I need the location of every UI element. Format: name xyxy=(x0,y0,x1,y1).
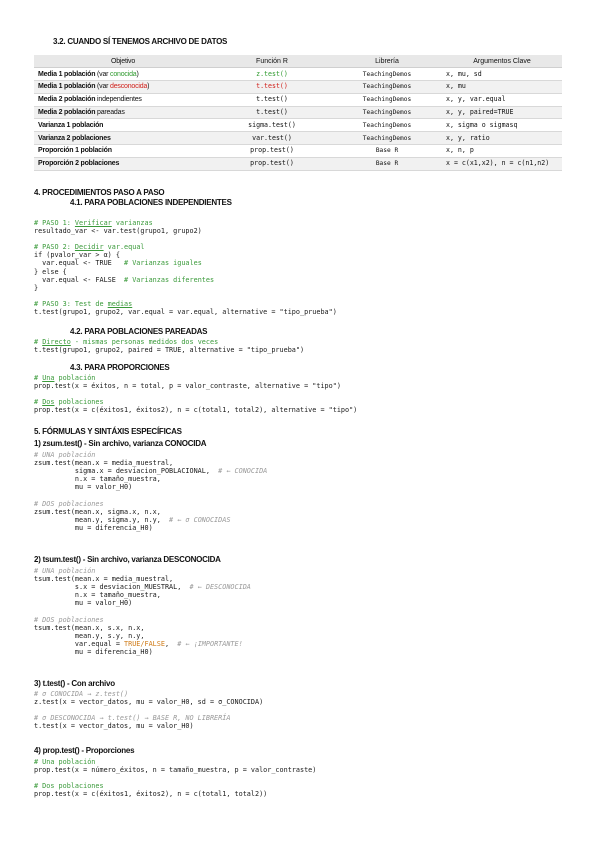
cell-objetivo xyxy=(34,157,212,170)
comment-paso1 xyxy=(34,219,153,227)
code-line: tsum.test(mean.x, s.x, n.x, xyxy=(34,623,145,632)
comment-una xyxy=(34,374,95,382)
code-block-independientes xyxy=(34,219,337,316)
objetivo-bold: Media 1 población xyxy=(38,83,96,91)
objetivo-bold: Varianza 2 poblaciones xyxy=(38,134,111,142)
table-row xyxy=(34,145,562,158)
code-block-ttest xyxy=(34,690,263,730)
code-line: mean.y, s.y, n.y, xyxy=(34,631,145,640)
objetivo-bold: Proporción 1 población xyxy=(38,147,112,155)
code-line: prop.test(x = c(éxitos1, éxitos2), n = c(total1, total2), alternative = "tipo") xyxy=(34,406,358,415)
code-block-proptest xyxy=(34,758,316,798)
code-line: prop.test(x = número_éxitos, n = tamaño_muestra, p = valor_contraste) xyxy=(34,766,317,775)
section-4-3-title: 4.3. PARA PROPORCIONES xyxy=(70,363,170,372)
cell-funcion: t.test() xyxy=(212,106,332,119)
code-line: var.equal <- FALSE xyxy=(34,275,125,284)
code-block-tsum xyxy=(34,567,251,656)
code-line: z.test(x = vector_datos, mu = valor_H0, sd = σ_CONOCIDA) xyxy=(34,698,264,707)
code-line: n.x = tamaño_muestra, xyxy=(34,475,161,484)
cell-argumentos: x, n, p xyxy=(442,145,562,158)
comment-text: var.equal xyxy=(103,243,145,252)
comment-underlined: Decidir xyxy=(74,243,104,252)
cell-libreria: TeachingDemos xyxy=(332,81,442,94)
cell-argumentos: x, y, paired=TRUE xyxy=(442,106,562,119)
objetivo-bold: Varianza 1 población xyxy=(38,121,104,129)
cell-funcion: var.test() xyxy=(212,132,332,145)
code-line: n.x = tamaño_muestra, xyxy=(34,591,161,600)
inline-comment: # ← DESCONOCIDA xyxy=(189,583,251,592)
table-row xyxy=(34,157,562,170)
cell-funcion: t.test() xyxy=(212,93,332,106)
cell-libreria: TeachingDemos xyxy=(332,93,442,106)
highlighted-value: TRUE/FALSE xyxy=(124,639,165,648)
header-argumentos: Argumentos Clave xyxy=(442,55,562,68)
comment-dos-poblaciones: # DOS poblaciones xyxy=(34,499,104,508)
cell-funcion: sigma.test() xyxy=(212,119,332,132)
cell-libreria: TeachingDemos xyxy=(332,119,442,132)
cell-argumentos: x, mu xyxy=(442,81,562,94)
objetivo-bold: Proporción 2 poblaciones xyxy=(38,160,120,168)
comment-desconocida: # σ DESCONOCIDA → t.test() → BASE R, NO LIBRERÍA xyxy=(34,714,231,723)
code-line: t.test(grupo1, grupo2, paired = TRUE, alternative = "tipo_prueba") xyxy=(34,346,305,355)
code-line: mu = valor_H0) xyxy=(34,599,133,608)
section-4-title: 4. PROCEDIMIENTOS PASO A PASO xyxy=(34,188,165,197)
comment-text: población xyxy=(54,374,96,382)
table-row xyxy=(34,106,562,119)
cell-objetivo xyxy=(34,145,212,158)
objetivo-detail: independientes xyxy=(95,96,142,104)
formula-3-title: 3) t.test() - Con archivo xyxy=(34,679,115,688)
cell-argumentos: x, mu, sd xyxy=(442,68,562,81)
header-libreria: Librería xyxy=(332,55,442,68)
code-line: } xyxy=(34,283,39,292)
cell-argumentos: x, sigma o sigmasq xyxy=(442,119,562,132)
objetivo-bold: Media 2 población xyxy=(38,109,96,117)
comment-paso2 xyxy=(34,243,145,251)
comment-text: # xyxy=(34,374,43,382)
cell-libreria: TeachingDemos xyxy=(332,132,442,145)
cell-funcion: t.test() xyxy=(212,81,332,94)
cell-argumentos: x = c(x1,x2), n = c(n1,n2) xyxy=(442,157,562,170)
table-header-row xyxy=(34,55,562,68)
code-line: mu = diferencia_H0) xyxy=(34,647,153,656)
cell-objetivo xyxy=(34,106,212,119)
arguments-table xyxy=(34,55,562,171)
code-block-zsum xyxy=(34,451,267,532)
comment-underlined: Directo xyxy=(42,338,71,346)
section-3-2-title: 3.2. CUANDO SÍ TENEMOS ARCHIVO DE DATOS xyxy=(53,37,228,46)
cell-objetivo xyxy=(34,132,212,145)
comment-conocida: # σ CONOCIDA → z.test() xyxy=(34,690,129,698)
objetivo-highlight: conocida xyxy=(110,70,137,78)
code-line: var.equal = xyxy=(34,639,125,648)
header-funcion: Función R xyxy=(212,55,332,68)
code-line: if (pvalor_var > α) { xyxy=(34,251,120,260)
inline-comment: # ← σ CONOCIDAS xyxy=(169,515,231,524)
cell-funcion: prop.test() xyxy=(212,157,332,170)
comment-una-poblacion: # Una población xyxy=(34,758,96,766)
objetivo-bold: Media 2 población xyxy=(38,96,96,104)
cell-libreria: Base R xyxy=(332,145,442,158)
inline-comment: # Varianzas iguales xyxy=(124,259,202,268)
objetivo-detail: (var xyxy=(95,83,111,91)
code-line: mu = diferencia_H0) xyxy=(34,523,153,532)
comment-underlined: Dos xyxy=(42,398,55,407)
code-punct: , xyxy=(164,639,178,648)
code-block-pareadas xyxy=(34,338,304,354)
section-4-2-title: 4.2. PARA POBLACIONES PAREADAS xyxy=(70,327,208,336)
cell-objetivo xyxy=(34,81,212,94)
objetivo-detail: (var xyxy=(95,70,111,78)
table-row xyxy=(34,81,562,94)
objetivo-bold: Media 1 población xyxy=(38,70,96,78)
comment-dos-poblaciones: # DOS poblaciones xyxy=(34,615,104,624)
comment-text: # PASO 2: xyxy=(34,243,75,252)
section-4-1-title: 4.1. PARA POBLACIONES INDEPENDIENTES xyxy=(70,198,232,207)
code-line: t.test(x = vector_datos, mu = valor_H0) xyxy=(34,722,194,731)
inline-comment: # Varianzas diferentes xyxy=(124,275,215,284)
formula-2-title: 2) tsum.test() - Sin archivo, varianza DESCONOCIDA xyxy=(34,555,221,564)
code-block-proporciones xyxy=(34,374,357,414)
section-5-title: 5. FÓRMULAS Y SINTÁXIS ESPECÍFICAS xyxy=(34,427,182,436)
cell-objetivo xyxy=(34,93,212,106)
comment-underlined: Verificar xyxy=(74,219,112,227)
cell-funcion: prop.test() xyxy=(212,145,332,158)
comment-text: # PASO 1: xyxy=(34,219,75,227)
code-line: var.equal <- TRUE xyxy=(34,259,125,268)
cell-objetivo xyxy=(34,119,212,132)
comment-una-poblacion: # UNA población xyxy=(34,451,96,459)
code-line: sigma.x = desviacion_POBLACIONAL, xyxy=(34,467,219,476)
objetivo-detail: pareadas xyxy=(95,109,125,117)
code-line: zsum.test(mean.x = media_muestral, xyxy=(34,459,174,468)
cell-objetivo xyxy=(34,68,212,81)
code-line: mu = valor_H0) xyxy=(34,483,133,492)
code-line: resultado_var <- var.test(grupo1, grupo2) xyxy=(34,227,202,236)
table-row xyxy=(34,119,562,132)
cell-libreria: TeachingDemos xyxy=(332,106,442,119)
inline-comment: # ← CONOCIDA xyxy=(218,467,268,476)
code-line: t.test(grupo1, grupo2, var.equal = var.equal, alternative = "tipo_prueba") xyxy=(34,308,337,317)
code-line: zsum.test(mean.x, sigma.x, n.x, xyxy=(34,507,161,516)
objetivo-detail: ) xyxy=(147,83,150,91)
comment-underlined: Una xyxy=(42,374,55,382)
cell-argumentos: x, y, var.equal xyxy=(442,93,562,106)
formula-4-title: 4) prop.test() - Proporciones xyxy=(34,746,135,755)
comment-text: # PASO 3: Test de xyxy=(34,299,108,308)
formula-1-title: 1) zsum.test() - Sin archivo, varianza CONOCIDA xyxy=(34,439,207,448)
objetivo-detail: ) xyxy=(136,70,139,78)
table-row xyxy=(34,93,562,106)
comment-text: varianzas xyxy=(111,219,153,227)
header-objetivo: Objetivo xyxy=(34,55,212,68)
comment-text: # xyxy=(34,338,43,346)
code-line: mean.y, sigma.y, n.y, xyxy=(34,515,170,524)
comment-dos-poblaciones: # Dos poblaciones xyxy=(34,782,104,791)
code-line: prop.test(x = éxitos, n = total, p = valor_contraste, alternative = "tipo") xyxy=(34,382,341,391)
inline-comment: # ← ¡IMPORTANTE! xyxy=(177,639,243,648)
table-row xyxy=(34,132,562,145)
objetivo-highlight: desconocida xyxy=(110,83,148,91)
cell-libreria: TeachingDemos xyxy=(332,68,442,81)
comment-underlined: medias xyxy=(107,299,133,308)
cell-argumentos: x, y, ratio xyxy=(442,132,562,145)
cell-funcion: z.test() xyxy=(212,68,332,81)
cell-libreria: Base R xyxy=(332,157,442,170)
code-line: tsum.test(mean.x = media_muestral, xyxy=(34,575,174,584)
comment-directo xyxy=(34,338,218,346)
comment-una-poblacion: # UNA población xyxy=(34,567,96,575)
code-line: } else { xyxy=(34,267,67,276)
comment-text: # xyxy=(34,398,43,407)
comment-paso3 xyxy=(34,300,132,308)
comment-text: - mismas personas medidos dos veces xyxy=(70,338,219,346)
comment-dos xyxy=(34,398,104,406)
table-row xyxy=(34,68,562,81)
code-line: s.x = desviacion_MUESTRAL, xyxy=(34,583,190,592)
code-line: prop.test(x = c(éxitos1, éxitos2), n = c(total1, total2)) xyxy=(34,790,268,799)
comment-text: poblaciones xyxy=(54,398,104,407)
